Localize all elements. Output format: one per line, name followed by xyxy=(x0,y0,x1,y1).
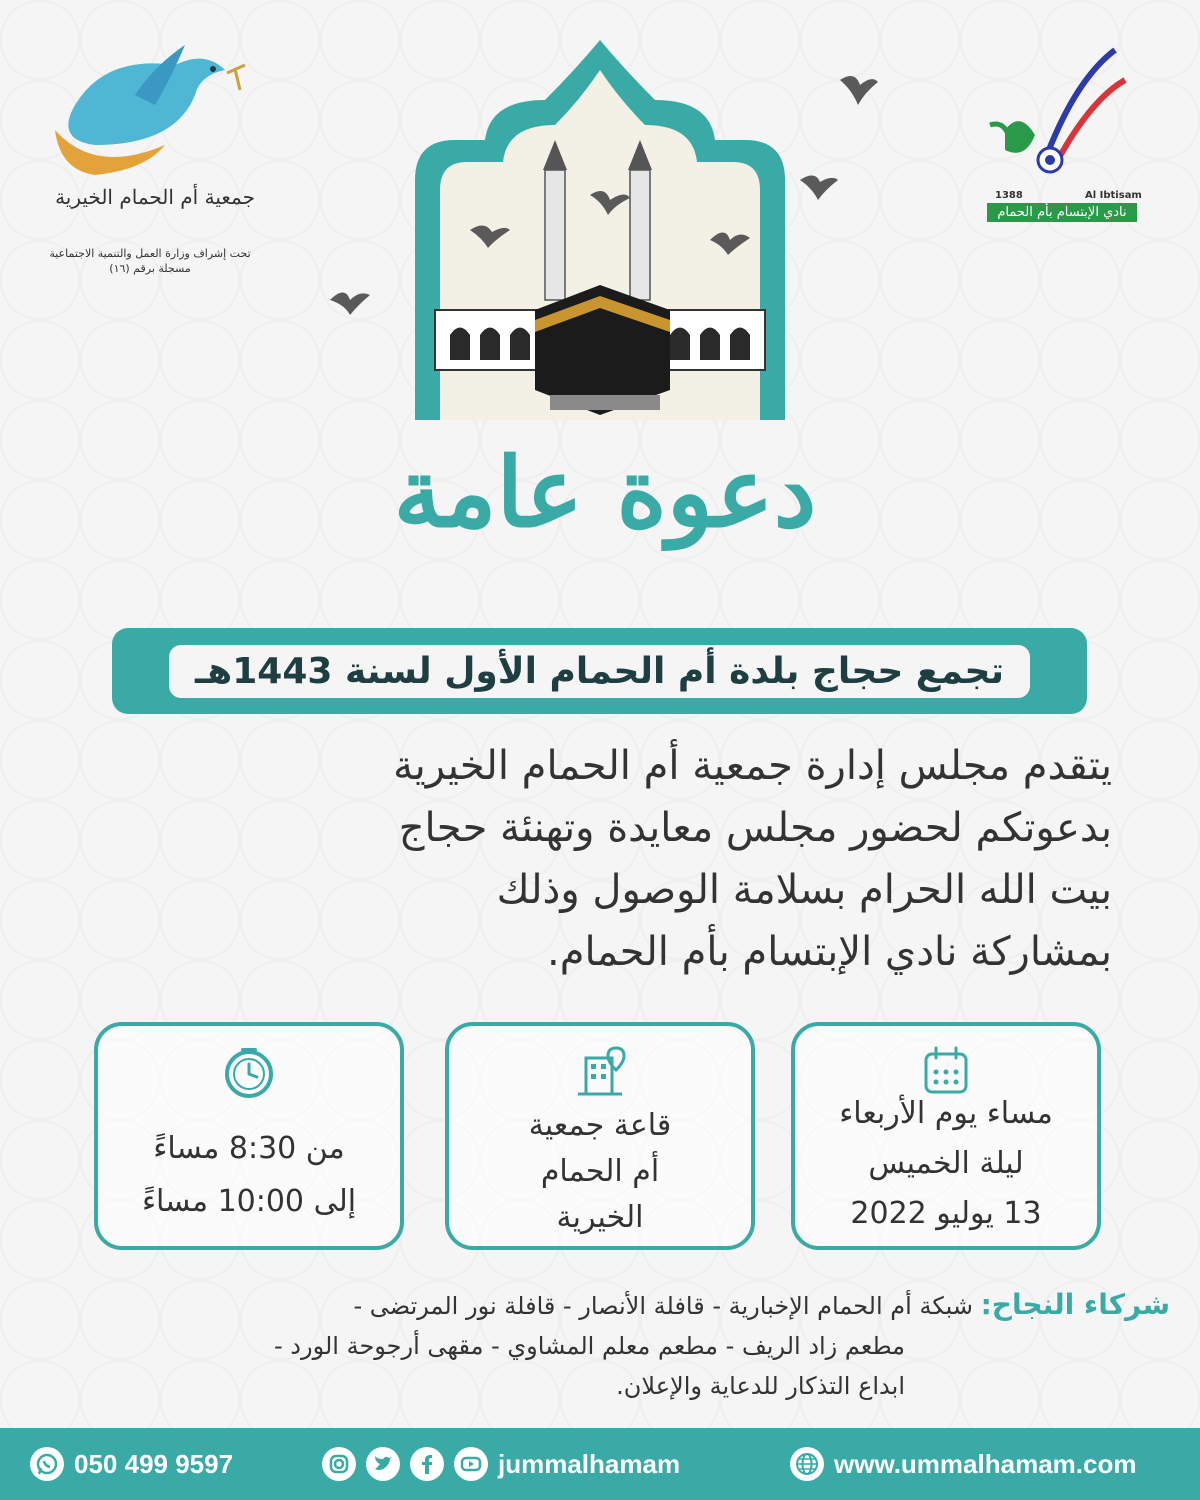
birds-decoration xyxy=(320,60,880,340)
date-line: ليلة الخميس xyxy=(868,1146,1024,1181)
website-link[interactable] xyxy=(790,1442,1136,1486)
charity-supervision: تحت إشراف وزارة العمل والتنمية الاجتماعية xyxy=(49,247,251,260)
contact-footer xyxy=(0,1428,1200,1500)
general-invitation-title xyxy=(355,425,855,605)
phone-contact[interactable] xyxy=(30,1442,233,1486)
globe-icon xyxy=(790,1447,824,1481)
charity-name: جمعية أم الحمام الخيرية xyxy=(55,185,255,209)
club-name-en: Al Ibtisam xyxy=(1085,190,1142,201)
charity-registration: مسجلة برقم (١٦) xyxy=(109,262,191,275)
place-card xyxy=(445,1022,755,1250)
date-line: مساء يوم الأربعاء xyxy=(839,1096,1053,1131)
time-end: إلى 10:00 مساءً xyxy=(141,1184,357,1219)
social-handle[interactable] xyxy=(322,1442,680,1486)
phone-number: 050 499 9597 xyxy=(74,1448,234,1479)
club-emblem-icon xyxy=(975,40,1145,190)
partners-label: شركاء النجاح: xyxy=(980,1288,1170,1321)
time-start: من 8:30 مساءً xyxy=(153,1131,345,1166)
partners-line: مطعم زاد الريف - مطعم معلم المشاوي - مقهى أرجوحة الورد - xyxy=(274,1332,905,1360)
youtube-icon[interactable] xyxy=(454,1447,488,1481)
calendar-icon xyxy=(918,1044,974,1100)
instagram-icon[interactable] xyxy=(322,1447,356,1481)
building-location-icon xyxy=(572,1044,628,1100)
whatsapp-icon xyxy=(30,1447,64,1481)
website-url: www.ummalhamam.com xyxy=(834,1448,1137,1479)
place-line: الخيرية xyxy=(556,1200,644,1235)
event-banner-text: تجمع حجاج بلدة أم الحمام الأول لسنة 1443هـ xyxy=(169,645,1030,698)
partners-line: ابداع التذكار للدعاية والإعلان. xyxy=(616,1372,905,1400)
event-banner xyxy=(112,628,1087,714)
clock-icon xyxy=(221,1044,277,1100)
invitation-text xyxy=(82,735,1112,983)
partners-section xyxy=(20,1285,1170,1406)
handle-text: jummalhamam xyxy=(498,1448,681,1479)
title-calligraphy: دعوة عامة xyxy=(393,436,817,549)
club-logo xyxy=(975,40,1145,240)
facebook-icon[interactable] xyxy=(410,1447,444,1481)
place-line: قاعة جمعية xyxy=(528,1108,672,1143)
charity-logo xyxy=(35,35,265,275)
date-line: 13 يوليو 2022 xyxy=(850,1196,1042,1231)
intro-line: بيت الله الحرام بسلامة الوصول وذلك xyxy=(496,867,1112,913)
dove-hands-icon xyxy=(35,35,265,185)
time-card xyxy=(94,1022,404,1250)
partners-line: شبكة أم الحمام الإخبارية - قافلة الأنصار - قافلة نور المرتضى - xyxy=(353,1292,973,1320)
date-card xyxy=(791,1022,1101,1250)
place-line: أم الحمام xyxy=(540,1154,660,1189)
club-name-ar: نادي الإبتسام بأم الحمام xyxy=(987,203,1137,222)
intro-line: بدعوتكم لحضور مجلس معايدة وتهنئة حجاج xyxy=(398,805,1112,851)
twitter-icon[interactable] xyxy=(366,1447,400,1481)
intro-line: بمشاركة نادي الإبتسام بأم الحمام. xyxy=(547,929,1112,975)
club-year: 1388 xyxy=(995,190,1023,201)
intro-line: يتقدم مجلس إدارة جمعية أم الحمام الخيرية xyxy=(393,743,1112,789)
